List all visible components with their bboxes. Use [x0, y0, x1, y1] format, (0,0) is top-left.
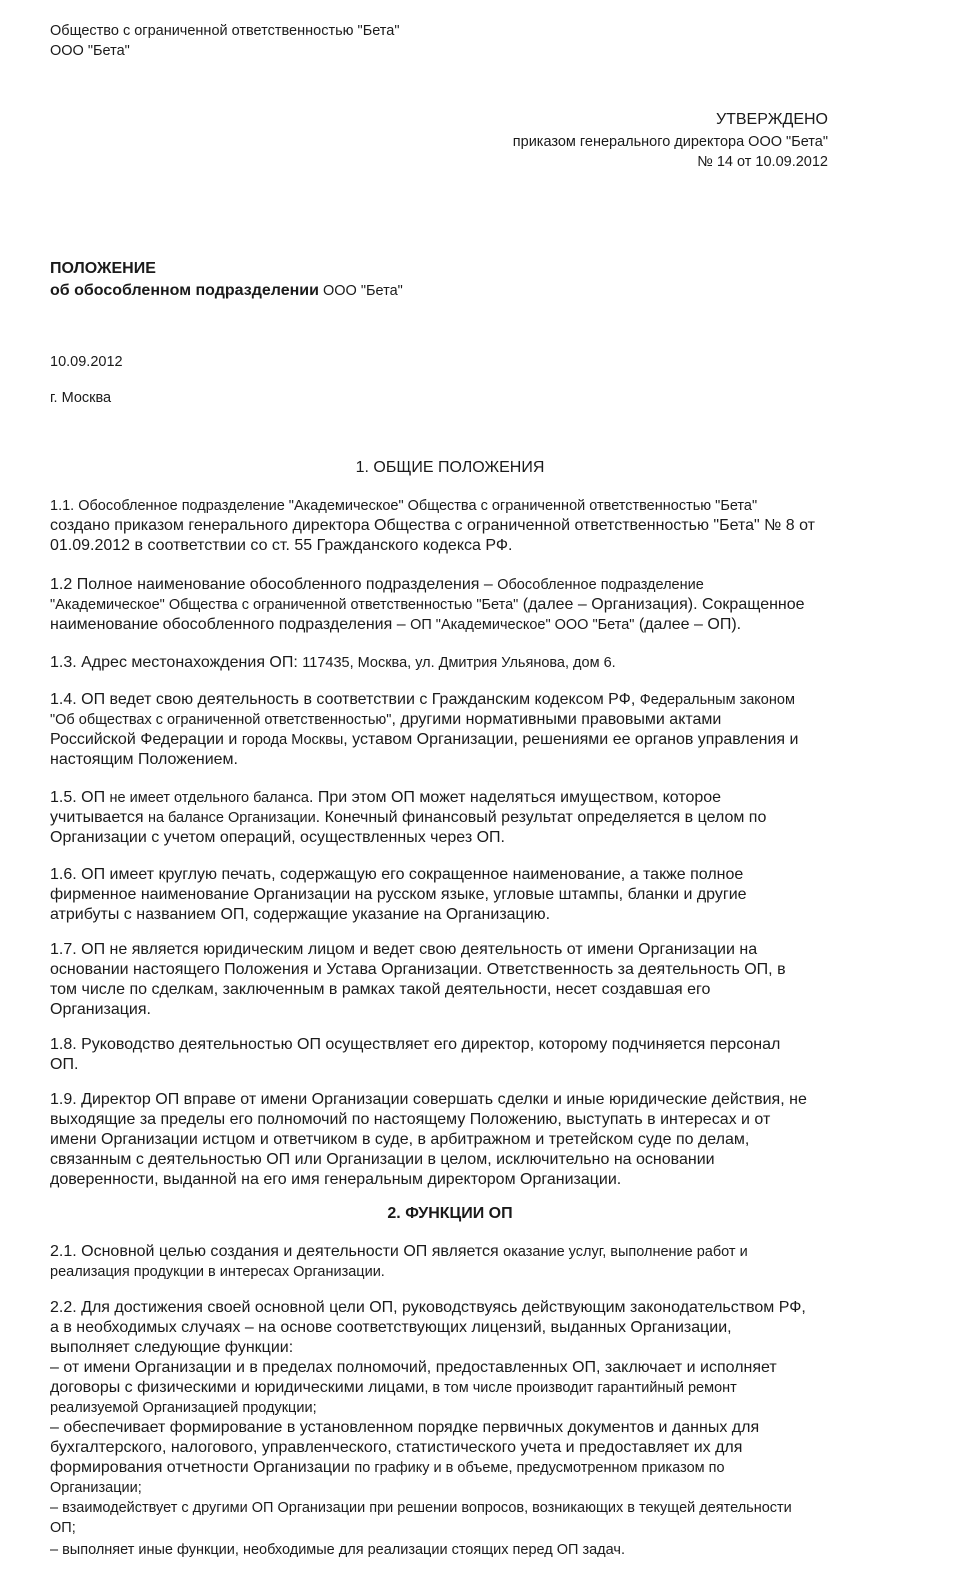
p1-9-b: выходящие за пределы его полномочий по настоящему Положению, выступать в интересах и от — [50, 1111, 771, 1128]
paragraph-1-6 — [50, 865, 850, 925]
p2-2-m: – выполняет иные функции, необходимые для реализации стоящих перед ОП задач. — [50, 1542, 625, 1558]
p2-2-l: ОП; — [50, 1520, 76, 1536]
p2-2-d: – от имени Организации и в пределах полномочий, предоставленных ОП, заключает и исполняет — [50, 1359, 777, 1376]
p2-2-b: а в необходимых случаях – на основе соответствующих лицензий, выданных Организации, — [50, 1319, 732, 1336]
p1-3-b: 117435, Москва, ул. Дмитрия Ульянова, дом 6. — [302, 655, 616, 671]
p1-1-line1: 1.1. Обособленное подразделение "Академическое" Общества с ограниченной ответственностью "Бета" — [50, 498, 758, 514]
approval-block — [716, 110, 828, 130]
org-short-name: ООО "Бета" — [50, 43, 130, 59]
p1-5-b1: учитывается — [50, 809, 148, 826]
p1-4-c2: города Москвы — [241, 732, 344, 748]
title-line1: ПОЛОЖЕНИЕ — [50, 260, 156, 277]
paragraph-1-7 — [50, 940, 850, 1020]
p1-9-c: имени Организации истцом и ответчиком в суде, в арбитражном и третейском суде по делам, — [50, 1131, 750, 1148]
p1-1-line3: 01.09.2012 в соответствии со ст. 55 Гражданского кодекса РФ. — [50, 537, 513, 554]
p1-4-c1: Российской Федерации и — [50, 731, 242, 748]
p1-3-a: 1.3. Адрес местонахождения ОП: — [50, 654, 303, 671]
p2-2-a: 2.2. Для достижения своей основной цели ОП, руководствуясь действующим законодательством РФ, — [50, 1299, 806, 1316]
p2-2-f: реализуемой Организацией продукции; — [50, 1400, 317, 1416]
p1-4-a2: Федеральным законом — [639, 692, 795, 708]
section2-heading: 2. ФУНКЦИИ ОП — [387, 1205, 513, 1222]
p1-4-d: настоящим Положением. — [50, 751, 238, 768]
paragraph-1-8 — [50, 1035, 850, 1075]
approval-details — [513, 132, 828, 172]
p1-2-c1: наименование обособленного подразделения – — [50, 616, 411, 633]
p2-2-e1: договоры с физическими и юридическими лицами — [50, 1379, 425, 1396]
paragraph-2-2 — [50, 1298, 850, 1560]
paragraph-1-5 — [50, 788, 850, 848]
p1-2-a1: 1.2 Полное наименование обособленного подразделения – — [50, 576, 498, 593]
p1-5-b2: на балансе Организации — [147, 810, 316, 826]
p1-4-a1: 1.4. ОП ведет свою деятельность в соответствии с Гражданским кодексом РФ, — [50, 691, 640, 708]
paragraph-1-1 — [50, 496, 850, 556]
p1-5-a2: не имеет отдельного баланса — [109, 790, 309, 806]
p1-7-b: основании настоящего Положения и Устава Организации. Ответственность за деятельность ОП, в — [50, 961, 786, 978]
document-title — [50, 258, 850, 302]
p2-1-a2: оказание услуг, выполнение работ и — [503, 1244, 748, 1260]
p1-9-e: доверенности, выданной на его имя генеральным директором Организации. — [50, 1171, 622, 1188]
paragraph-1-3 — [50, 653, 850, 673]
p1-8-a: 1.8. Руководство деятельностью ОП осуществляет его директор, которому подчиняется персонал — [50, 1036, 781, 1053]
p2-2-h: бухгалтерского, налогового, управленческого, статистического учета и предоставляет их для — [50, 1439, 743, 1456]
section1-heading: 1. ОБЩИЕ ПОЛОЖЕНИЯ — [355, 459, 545, 476]
p1-9-a: 1.9. Директор ОП вправе от имени Организации совершать сделки и иные юридические действия, не — [50, 1091, 807, 1108]
p2-2-i1: формирования отчетности Организации — [50, 1459, 355, 1476]
title-line2-bold: об обособленном подразделении — [50, 282, 319, 299]
title-line2-rest: ООО "Бета" — [318, 283, 403, 299]
p1-2-a2: Обособленное подразделение — [497, 577, 704, 593]
document-city: г. Москва — [50, 390, 112, 406]
p1-2-b1: "Академическое" Общества с ограниченной ответственностью "Бета" — [50, 597, 519, 613]
p1-4-c3: , уставом Организации, решениями ее органов управления и — [343, 731, 799, 748]
approval-title: УТВЕРЖДЕНО — [715, 111, 828, 128]
p2-2-g: – обеспечивает формирование в установленном порядке первичных документов и данных для — [50, 1419, 760, 1436]
p1-9-d: связанным с деятельностью ОП или Организации в целом, исключительно на основании — [50, 1151, 715, 1168]
p1-4-b2: , другими нормативными правовыми актами — [391, 711, 722, 728]
p1-6-c: атрибуты с названием ОП, содержащие указание на Организацию. — [50, 906, 551, 923]
p1-7-a: 1.7. ОП не является юридическим лицом и ведет свою деятельность от имени Организации на — [50, 941, 758, 958]
p1-2-c2: ОП "Академическое" ООО "Бета" — [410, 617, 635, 633]
paragraph-1-4 — [50, 690, 850, 770]
p1-7-d: Организация. — [50, 1001, 151, 1018]
paragraph-1-9 — [50, 1090, 850, 1190]
p1-5-b3: . Конечный финансовый результат определяется в целом по — [315, 809, 767, 826]
p1-5-a1: 1.5. ОП — [50, 789, 110, 806]
document-date: 10.09.2012 — [50, 354, 123, 370]
paragraph-2-1 — [50, 1242, 850, 1282]
p1-1-line2: создано приказом генерального директора Общества с ограниченной ответственностью "Бета" № 8 от — [50, 517, 815, 534]
p1-2-b2: (далее – Организация). Сокращенное — [518, 596, 805, 613]
approval-number-line: № 14 от 10.09.2012 — [697, 154, 828, 170]
p1-8-b: ОП. — [50, 1056, 79, 1073]
organization-header — [50, 21, 850, 61]
p1-7-c: том числе по сделкам, заключенным в рамках такой деятельности, несет создавшая его — [50, 981, 711, 998]
p1-4-b1: "Об обществах с ограниченной ответственностью" — [50, 712, 392, 728]
p1-6-b: фирменное наименование Организации на русском языке, угловые штампы, бланки и другие — [50, 886, 747, 903]
p1-2-c3: (далее – ОП). — [634, 616, 742, 633]
p2-2-j: Организации; — [50, 1480, 142, 1496]
p1-5-a3: . При этом ОП может наделяться имуществом, которое — [309, 789, 722, 806]
paragraph-1-2 — [50, 575, 850, 635]
approval-order-line: приказом генерального директора ООО "Бета" — [512, 134, 828, 150]
p2-1-a1: 2.1. Основной целью создания и деятельности ОП является — [50, 1243, 504, 1260]
p2-2-e2: , в том числе производит гарантийный ремонт — [424, 1380, 737, 1396]
p1-6-a: 1.6. ОП имеет круглую печать, содержащую его сокращенное наименование, а также полное — [50, 866, 744, 883]
p2-2-i2: по графику и в объеме, предусмотренном приказом по — [354, 1460, 725, 1476]
p1-5-c: Организации с учетом операций, осуществленных через ОП. — [50, 829, 505, 846]
org-full-name: Общество с ограниченной ответственностью "Бета" — [50, 23, 400, 39]
p2-2-c: выполняет следующие функции: — [50, 1339, 294, 1356]
p2-2-k: – взаимодействует с другими ОП Организации при решении вопросов, возникающих в текущей деятельности — [50, 1500, 792, 1516]
p2-1-b: реализация продукции в интересах Организации. — [50, 1264, 385, 1280]
